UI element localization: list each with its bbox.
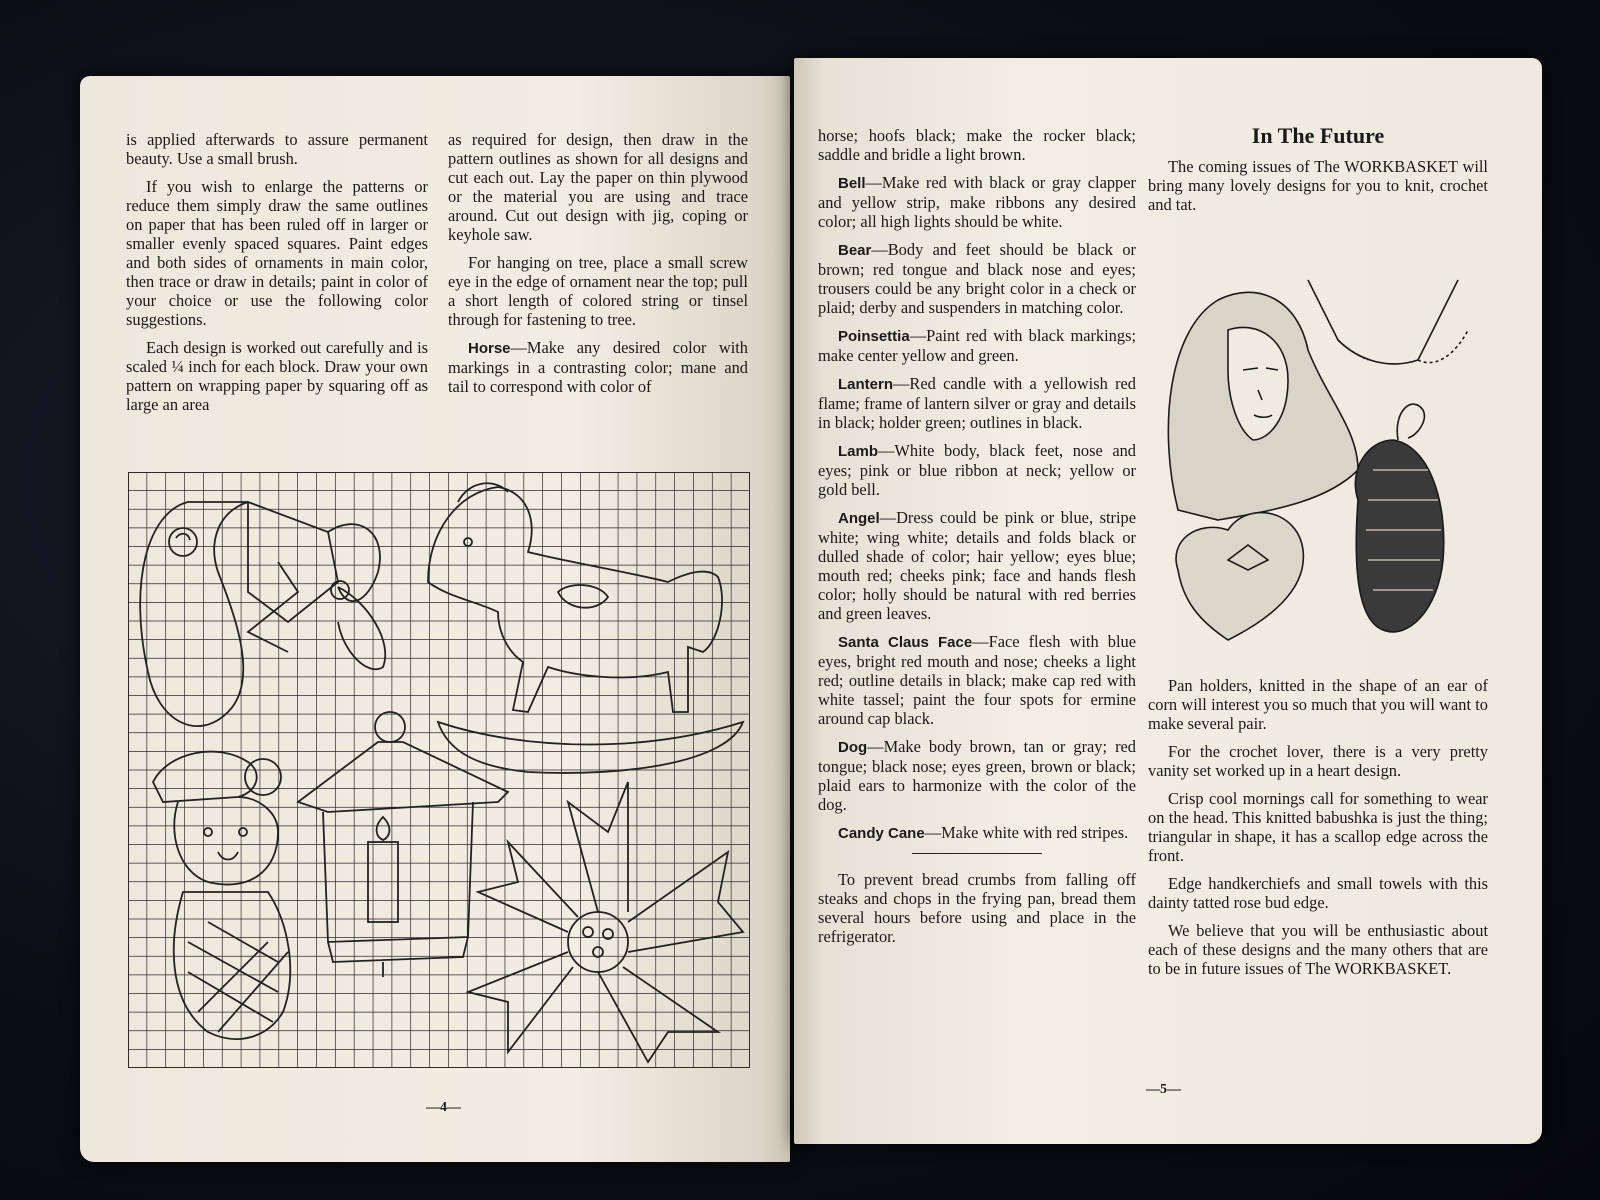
item-term: Bear	[838, 242, 872, 259]
item-text: —Face flesh with blue eyes, bright red mouth and nose; cheeks a light red; outline details in black; make cap red with white tassel; paint the four spots for ermine around cap black.	[818, 632, 1136, 728]
cane-pattern-icon	[140, 502, 248, 726]
item-term: Santa Claus Face	[838, 634, 973, 651]
item-text: —Body and feet should be black or brown; red tongue and black nose and eyes; trousers could be any bright color in a check or plaid; derby and suspenders in matching color.	[818, 240, 1136, 317]
horse-paragraph	[448, 338, 748, 396]
color-suggestion-item	[818, 374, 1136, 432]
item-text: —Make red with black or gray clapper and yellow strip, make ribbons any desired color; all high lights should be white.	[818, 173, 1136, 231]
paragraph: The coming issues of The WORKBASKET will bring many lovely designs for you to knit, crochet and tat.	[1148, 157, 1488, 214]
color-suggestion-list	[818, 173, 1136, 843]
color-suggestion-item	[818, 326, 1136, 365]
tip-paragraph: To prevent bread crumbs from falling off steaks and chops in the frying pan, bread them several hours before using and place in the refrigerator.	[818, 870, 1136, 946]
paragraph: If you wish to enlarge the patterns or reduce them simply draw the same outlines on paper that has been ruled off in larger or smaller evenly spaced squares. Paint edges and both sides of ornaments in main color, then trace or draw in details; paint in color of your choice or use the following color suggestions.	[126, 177, 428, 329]
item-text: —Make body brown, tan or gray; red tongue; black nose; eyes green, brown or black; plaid ears to harmonize with the color of the dog.	[818, 737, 1136, 814]
item-term: Dog	[838, 739, 868, 756]
bear-pattern-icon	[153, 752, 290, 1039]
pattern-grid	[128, 472, 750, 1068]
handkerchief-icon	[1308, 280, 1458, 364]
item-term: Lantern	[838, 376, 894, 393]
page-number: —5—	[1146, 1082, 1181, 1097]
color-suggestion-item	[818, 632, 1136, 728]
paragraph: Edge handkerchiefs and small towels with this dainty tatted rose bud edge.	[1148, 874, 1488, 912]
corn-pan-holder-icon	[1355, 440, 1443, 632]
paragraph: For the crochet lover, there is a very pretty vanity set worked up in a heart design.	[1148, 742, 1488, 780]
paragraph: Crisp cool mornings call for something to wear on the head. This knitted babushka is just the thing; triangular in shape, it has a scallop edge across the front.	[1148, 789, 1488, 865]
color-suggestion-item	[818, 173, 1136, 231]
grid-lines	[128, 472, 750, 1068]
item-text: —Make white with red stripes.	[924, 823, 1129, 842]
item-term: Bell	[838, 175, 866, 192]
item-text: —Dress could be pink or blue, stripe white; wing white; details and folds black or dulled shade of color; hair yellow; eyes blue; mouth red; cheeks pink; face and hands flesh color; holly should be natural with red berries and green leaves.	[818, 508, 1136, 623]
right-column-2-lower	[1148, 676, 1488, 987]
color-suggestion-item	[818, 823, 1136, 843]
item-term: Candy Cane	[838, 825, 925, 842]
item-text: —Red candle with a yellowish red flame; frame of lantern silver or gray and details in black; holder green; outlines in black.	[818, 374, 1136, 432]
section-heading: In The Future	[1251, 123, 1385, 148]
heart-doily-icon	[1176, 513, 1303, 640]
paragraph: horse; hoofs black; make the rocker black; saddle and bridle a light brown.	[818, 126, 1136, 164]
paragraph: We believe that you will be enthusiastic about each of these designs and the many others that are to be in future issues of The WORKBASKET.	[1148, 921, 1488, 978]
rocking-horse-pattern-icon	[428, 483, 743, 773]
color-suggestion-item	[818, 240, 1136, 317]
poinsettia-pattern-icon	[468, 782, 743, 1062]
item-text: —White body, black feet, nose and eyes; pink or blue ribbon at neck; yellow or gold bell.	[818, 441, 1136, 499]
right-page	[794, 58, 1542, 1144]
item-text: —Paint red with black markings; make center yellow and green.	[818, 326, 1136, 365]
paragraph: For hanging on tree, place a small screw eye in the edge of ornament near the top; pull a short length of colored string or tinsel through for fastening to tree.	[448, 253, 748, 329]
left-column-1	[126, 130, 428, 423]
paragraph: as required for design, then draw in the pattern outlines as shown for all designs and cut each out. Lay the paper on thin plywood or the material you are using and trace around. Cut out design with jig, coping or keyhole saw.	[448, 130, 748, 244]
item-term: Poinsettia	[838, 328, 910, 345]
color-suggestion-item	[818, 441, 1136, 499]
divider	[912, 853, 1042, 854]
right-column-2	[1148, 123, 1488, 223]
paragraph: Each design is worked out carefully and is scaled ¼ inch for each block. Draw your own pattern on wrapping paper by squaring off as large an area	[126, 338, 428, 414]
item-term: Lamb	[838, 443, 879, 460]
knit-crochet-illustration	[1158, 270, 1478, 648]
item-term: Angel	[838, 510, 880, 527]
right-column-1	[818, 126, 1136, 955]
left-column-2	[448, 130, 748, 405]
page-number: —4—	[426, 1100, 461, 1115]
term-horse: Horse	[468, 340, 511, 357]
color-suggestion-item	[818, 737, 1136, 814]
paragraph: is applied afterwards to assure permanent beauty. Use a small brush.	[126, 130, 428, 168]
left-page	[80, 76, 790, 1162]
color-suggestion-item	[818, 508, 1136, 623]
horse-text: —Make any desired color with markings in a contrasting color; mane and tail to correspond with color of	[448, 338, 748, 396]
paragraph: Pan holders, knitted in the shape of an ear of corn will interest you so much that you will want to make several pair.	[1148, 676, 1488, 733]
